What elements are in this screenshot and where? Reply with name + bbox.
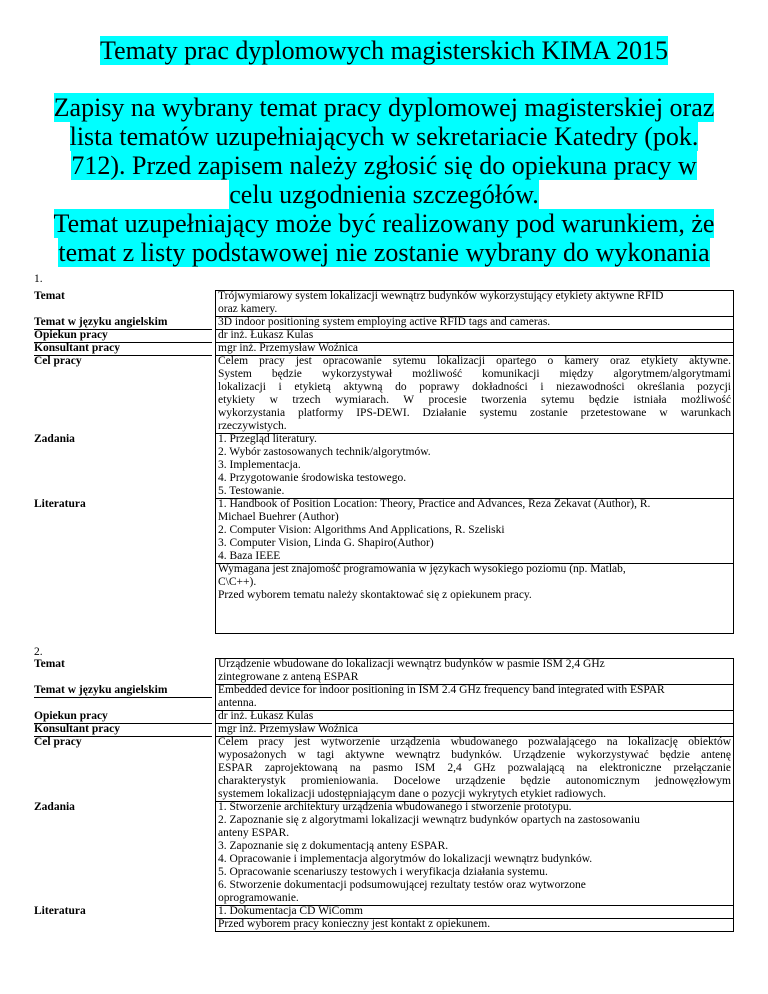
field-label-literatura: Literatura bbox=[34, 498, 86, 510]
notice-line bbox=[0, 238, 768, 267]
notice-line bbox=[0, 180, 768, 209]
notice-line-text: Temat uzupełniający może być realizowany pod warunkiem, że bbox=[53, 209, 715, 238]
field-value-temat bbox=[215, 658, 734, 684]
field-line: wykorzystania platformy IPS-DEWI. Działanie systemu zostanie przetestowane w warunkach bbox=[218, 407, 731, 419]
table-rule bbox=[215, 931, 734, 932]
field-line: mgr inż. Przemysław Woźnica bbox=[218, 723, 359, 735]
field-line: 2. Computer Vision: Algorithms And Applications, R. Szeliski bbox=[218, 524, 505, 536]
field-value-cel bbox=[215, 355, 734, 433]
field-label-zadania: Zadania bbox=[34, 801, 75, 813]
field-line: Urządzenie wbudowane do lokalizacji wewnątrz budynków w pasmie ISM 2,4 GHz bbox=[218, 658, 605, 670]
field-line: 5. Testowanie. bbox=[218, 485, 285, 497]
field-value-padding bbox=[215, 615, 734, 633]
label-rule bbox=[34, 697, 212, 698]
field-line: C\C++). bbox=[218, 576, 257, 588]
notice-line bbox=[0, 122, 768, 151]
field-label-temat_en: Temat w języku angielskim bbox=[34, 684, 168, 696]
field-value-zadania bbox=[215, 433, 734, 498]
field-value-literatura bbox=[215, 498, 734, 563]
field-line: systemem lokalizacji udostępniającym dane o pozycji wykrytych etykiet radiowych. bbox=[218, 788, 607, 800]
field-line: oprogramowanie. bbox=[218, 892, 299, 904]
field-label-cel: Cel pracy bbox=[34, 736, 82, 748]
field-line: 5. Opracowanie scenariuszy testowych i weryfikacja działania systemu. bbox=[218, 866, 548, 878]
field-label-temat_en: Temat w języku angielskim bbox=[34, 316, 168, 328]
field-line: 3D indoor positioning system employing active RFID tags and cameras. bbox=[218, 316, 551, 328]
field-line: dr inż. Łukasz Kulas bbox=[218, 710, 314, 722]
field-line: oraz kamery. bbox=[218, 303, 278, 315]
field-value-opiekun bbox=[215, 329, 734, 342]
field-line: Przed wyborem pracy konieczny jest kontakt z opiekunem. bbox=[218, 918, 491, 930]
field-label-konsultant: Konsultant pracy bbox=[34, 342, 120, 354]
field-line: Przed wyborem tematu należy skontaktować się z opiekunem pracy. bbox=[218, 589, 532, 601]
field-line: Celem pracy jest opracowanie sytemu lokalizacji opartego o kamery oraz etykiety aktywne. bbox=[218, 355, 731, 367]
page-title: Tematy prac dyplomowych magisterskich KIMA 2015 bbox=[100, 36, 668, 65]
field-line: Celem pracy jest wytworzenie urządzenia wbudowanego pozwalającego na lokalizację obiektów bbox=[218, 736, 731, 748]
notice-line bbox=[0, 151, 768, 180]
field-label-zadania: Zadania bbox=[34, 433, 75, 445]
field-line: 4. Opracowanie i implementacja algorytmów do lokalizacji wewnątrz budynków. bbox=[218, 853, 593, 865]
field-line: 4. Baza IEEE bbox=[218, 550, 281, 562]
field-line: antenna. bbox=[218, 697, 257, 709]
field-line: rzeczywistych. bbox=[218, 420, 287, 432]
notice-line-text: Zapisy na wybrany temat pracy dyplomowej magisterskiej oraz bbox=[53, 93, 715, 122]
field-line: 3. Zapoznanie się z dokumentacją anteny ESPAR. bbox=[218, 840, 449, 852]
field-value-temat_en bbox=[215, 684, 734, 710]
field-label-konsultant: Konsultant pracy bbox=[34, 723, 120, 735]
field-value-zadania bbox=[215, 801, 734, 905]
registration-notice bbox=[0, 93, 768, 267]
field-line: Michael Buehrer (Author) bbox=[218, 511, 339, 523]
field-line: charakterystyk promieniowania. Docelowe urządzenie będzie autonomicznym jednowęzłowym bbox=[218, 775, 731, 787]
field-line: 4. Przygotowanie środowiska testowego. bbox=[218, 472, 407, 484]
notice-line-text: 712). Przed zapisem należy zgłosić się do opiekuna pracy w bbox=[71, 151, 697, 180]
notice-line-text: lista tematów uzupełniających w sekretariacie Katedry (pok. bbox=[69, 122, 699, 151]
field-line: Wymagana jest znajomość programowania w językach wysokiego poziomu (np. Matlab, bbox=[218, 563, 626, 575]
field-line: dr inż. Łukasz Kulas bbox=[218, 329, 314, 341]
table-rule bbox=[215, 633, 734, 634]
field-value-temat bbox=[215, 290, 734, 316]
topic-number: 2. bbox=[34, 646, 43, 658]
field-label-cel: Cel pracy bbox=[34, 355, 82, 367]
field-line: etykiety w trzech wymiarach. W procesie tworzenia sytemu będzie istniała możliwość bbox=[218, 394, 731, 406]
field-label-temat: Temat bbox=[34, 658, 65, 670]
field-label-opiekun: Opiekun pracy bbox=[34, 329, 108, 341]
field-line: 2. Wybór zastosowanych technik/algorytmów. bbox=[218, 446, 431, 458]
notice-line-text: temat z listy podstawowej nie zostanie wybrany do wykonania bbox=[58, 238, 710, 267]
field-value-uwagi bbox=[215, 918, 734, 931]
topic-number: 1. bbox=[34, 273, 43, 285]
field-line: mgr inż. Przemysław Woźnica bbox=[218, 342, 359, 354]
field-line: 2. Zapoznanie się z algorytmami lokalizacji wewnątrz budynków opartych na zastosowaniu bbox=[218, 814, 640, 826]
field-line: anteny ESPAR. bbox=[218, 827, 290, 839]
field-line: 1. Przegląd literatury. bbox=[218, 433, 317, 445]
notice-line-text: celu uzgodnienia szczegółów. bbox=[229, 180, 539, 209]
field-value-cel bbox=[215, 736, 734, 801]
field-line: 6. Stworzenie dokumentacji podsumowującej rezultaty testów oraz wytworzone bbox=[218, 879, 586, 891]
notice-line bbox=[0, 93, 768, 122]
notice-line bbox=[0, 209, 768, 238]
field-value-konsultant bbox=[215, 723, 734, 736]
field-line: System będzie wykorzystywał możliwość komunikacji między algorytmem/algorytmami bbox=[218, 368, 731, 380]
field-value-konsultant bbox=[215, 342, 734, 355]
field-line: wyposażonych w tagi aktywne wewnątrz budynków. Urządzenie wykorzystywać będzie antenę bbox=[218, 749, 731, 761]
field-line: Trójwymiarowy system lokalizacji wewnątrz budynków wykorzystujący etykiety aktywne RFID bbox=[218, 290, 664, 302]
field-line: lokalizacji i etykietą aktywną do poprawy dokładności i niezawodności określania pozycji bbox=[218, 381, 731, 393]
field-label-literatura: Literatura bbox=[34, 905, 86, 917]
field-line: zintegrowane z anteną ESPAR bbox=[218, 671, 359, 683]
field-line: ESPAR zaprojektowaną na pasmo ISM 2,4 GHz pozwalającą na elektroniczne przełączanie bbox=[218, 762, 731, 774]
field-value-opiekun bbox=[215, 710, 734, 723]
field-label-opiekun: Opiekun pracy bbox=[34, 710, 108, 722]
field-line: 1. Dokumentacja CD WiComm bbox=[218, 905, 363, 917]
field-value-literatura bbox=[215, 905, 734, 918]
field-line: 3. Implementacja. bbox=[218, 459, 301, 471]
field-line: 1. Handbook of Position Location: Theory, Practice and Advances, Reza Zekavat (Author), R. bbox=[218, 498, 651, 510]
field-line: 3. Computer Vision, Linda G. Shapiro(Author) bbox=[218, 537, 434, 549]
field-value-uwagi bbox=[215, 563, 734, 615]
field-value-temat_en bbox=[215, 316, 734, 329]
field-line: 1. Stworzenie architektury urządzenia wbudowanego i stworzenie prototypu. bbox=[218, 801, 572, 813]
field-line: Embedded device for indoor positioning in ISM 2.4 GHz frequency band integrated with ESPAR bbox=[218, 684, 665, 696]
field-label-temat: Temat bbox=[34, 290, 65, 302]
